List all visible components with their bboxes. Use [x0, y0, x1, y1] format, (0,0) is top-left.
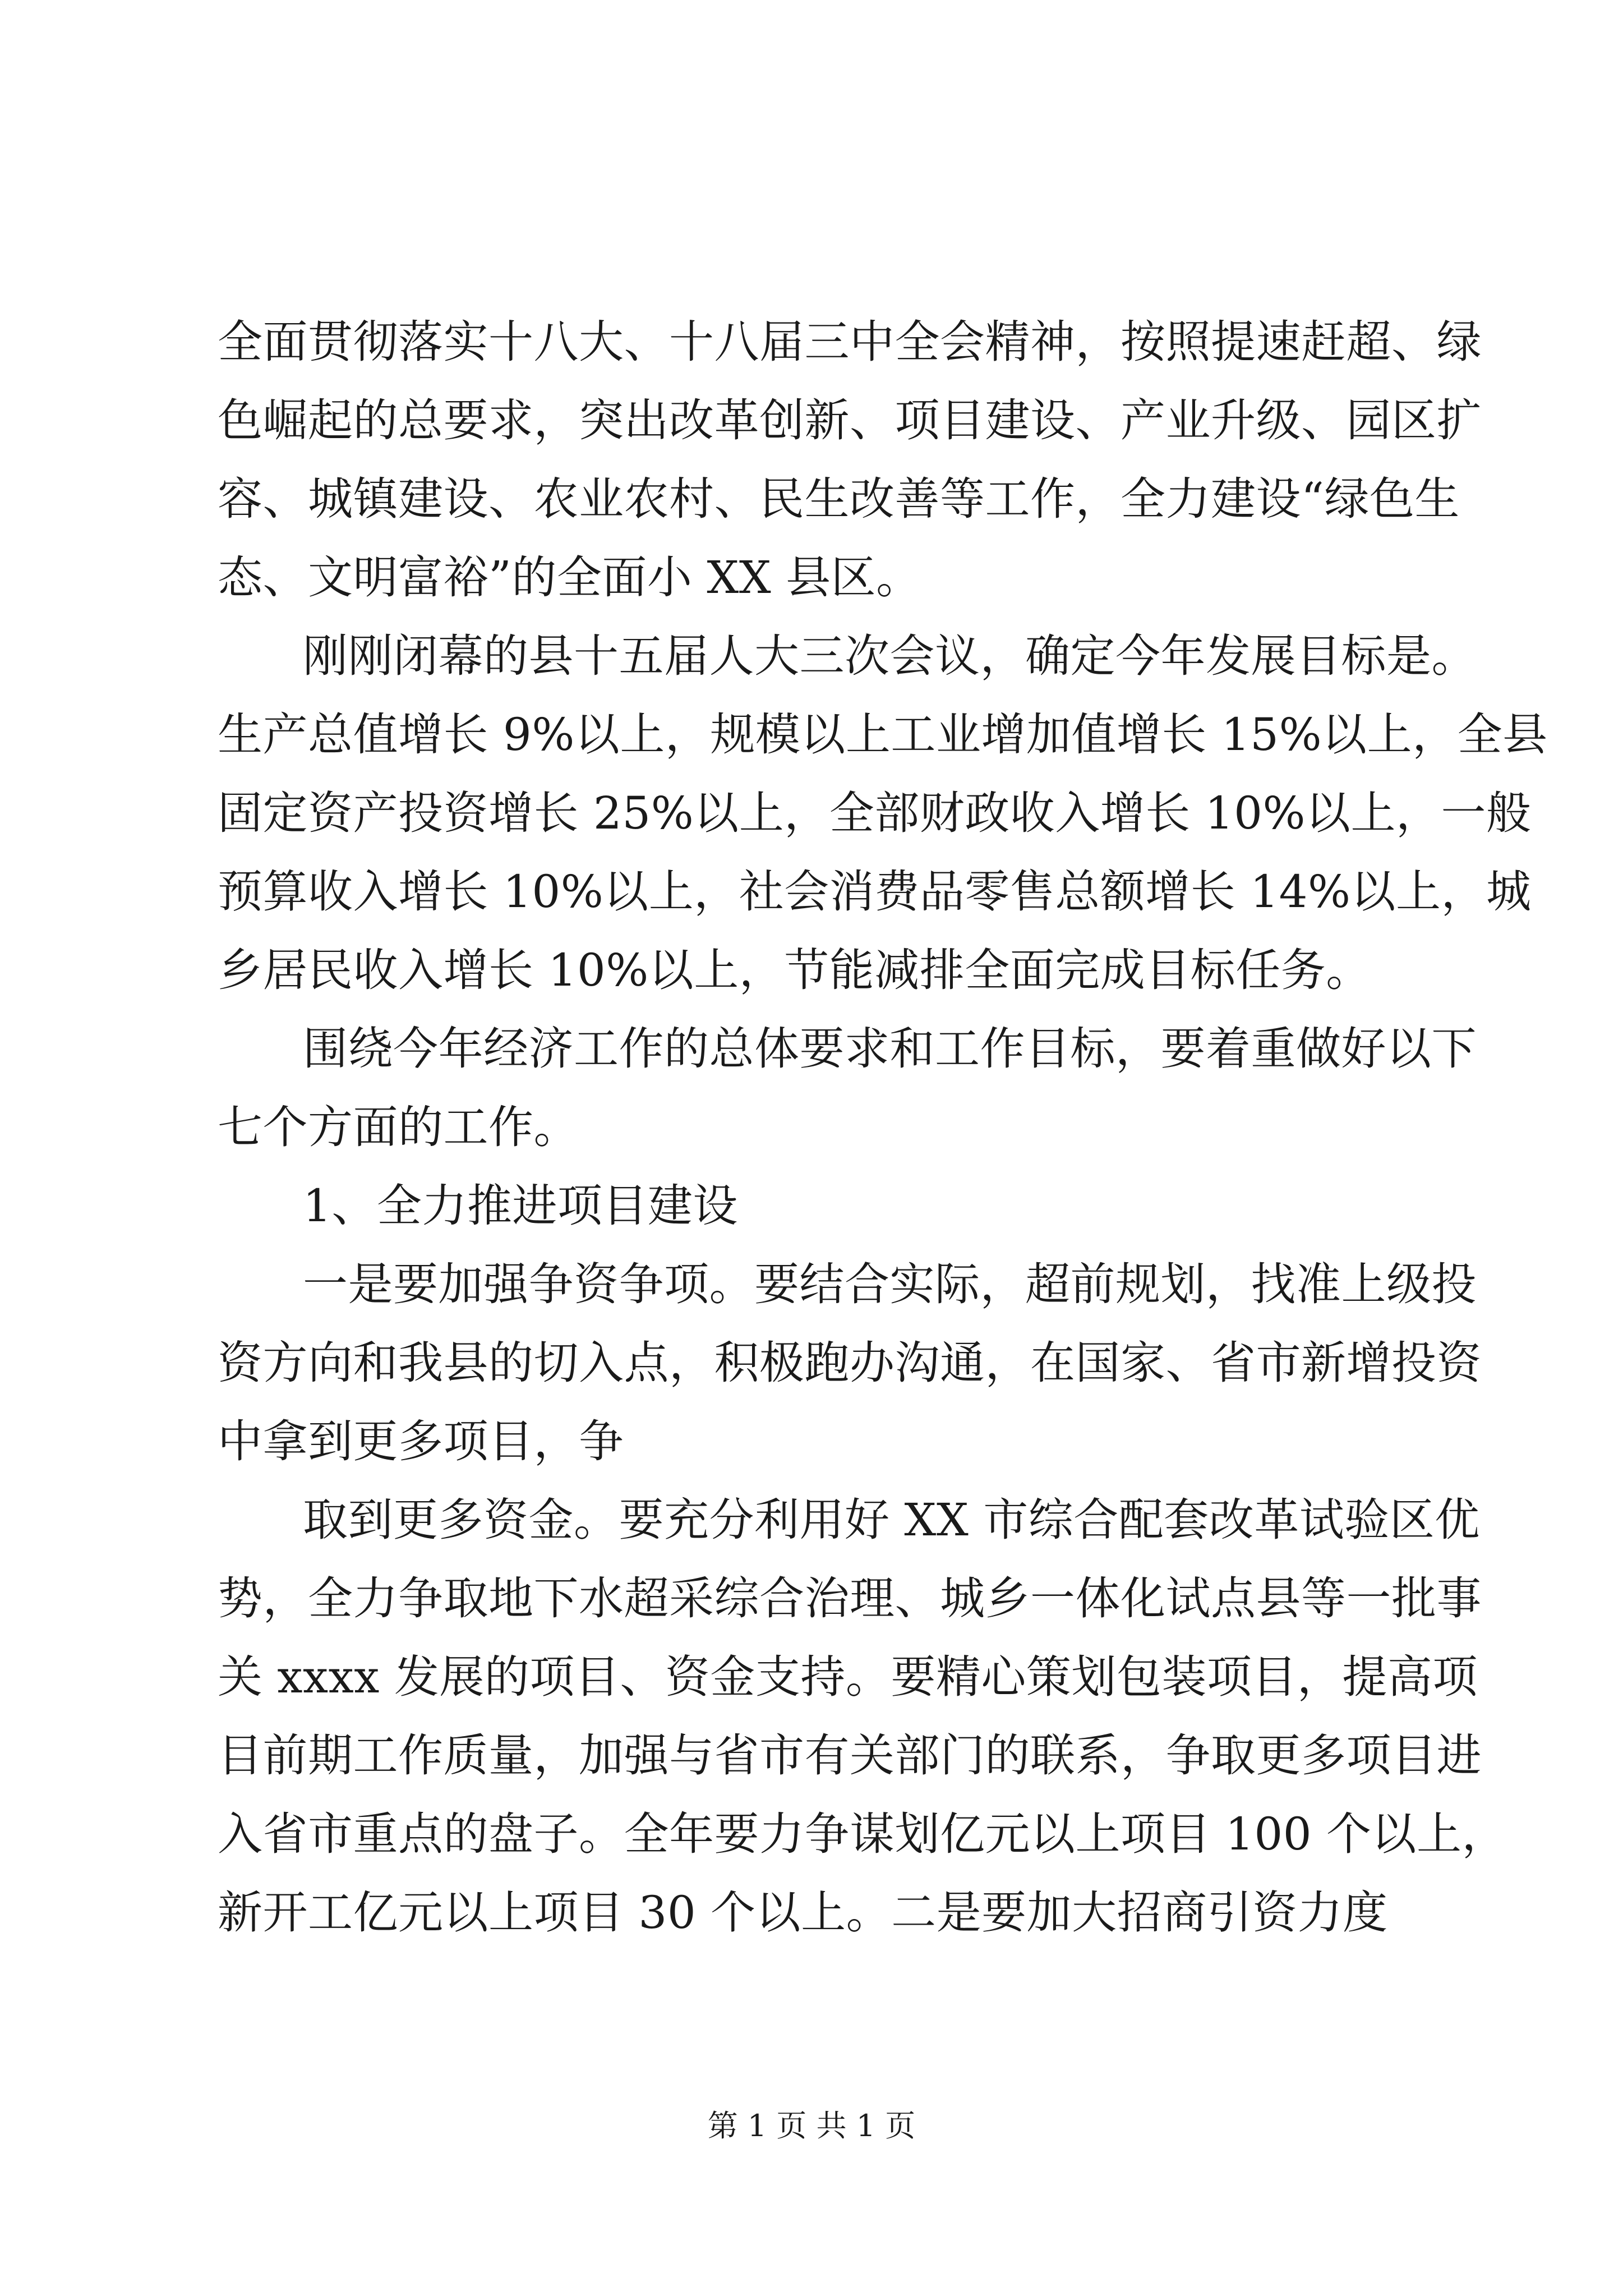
- text-line-19: 目前期工作质量，加强与省市有关部门的联系，争取更多项目进: [218, 1729, 1482, 1782]
- text-line-9: 乡居民收入增长 10%以上，节能减排全面完成目标任务。: [218, 944, 1371, 996]
- text-line-13: 一是要加强争资争项。要结合实际，超前规划，找准上级投: [303, 1258, 1477, 1310]
- section-heading: 1、全力推进项目建设: [303, 1180, 738, 1232]
- text-line-8: 预算收入增长 10%以上，社会消费品零售总额增长 14%以上，城: [218, 866, 1532, 918]
- text-line-20: 入省市重点的盘子。全年要力争谋划亿元以上项目 100 个以上，: [218, 1808, 1507, 1860]
- text-line-2: 色崛起的总要求，突出改革创新、项目建设、产业升级、园区扩: [218, 394, 1482, 447]
- text-line-3: 容、城镇建设、农业农村、民生改善等工作，全力建设“绿色生: [218, 473, 1460, 525]
- document-body: [218, 303, 1548, 1952]
- text-line-4: 态、文明富裕”的全面小 XX 县区。: [218, 551, 921, 604]
- text-line-6: 生产总值增长 9%以上，规模以上工业增加值增长 15%以上，全县: [218, 708, 1548, 761]
- text-line-21: 新开工亿元以上项目 30 个以上。二是要加大招商引资力度: [218, 1887, 1388, 1939]
- text-line-18: 关 xxxx 发展的项目、资金支持。要精心策划包装项目，提高项: [218, 1651, 1478, 1703]
- text-line-10: 围绕今年经济工作的总体要求和工作目标，要着重做好以下: [303, 1023, 1477, 1075]
- text-line-15: 中拿到更多项目，争: [218, 1415, 624, 1467]
- text-line-7: 固定资产投资增长 25%以上，全部财政收入增长 10%以上，一般: [218, 787, 1532, 839]
- page-footer: 第 1 页 共 1 页: [707, 2108, 916, 2143]
- text-line-5: 刚刚闭幕的县十五届人大三次会议，确定今年发展目标是。: [303, 630, 1477, 682]
- text-line-16: 取到更多资金。要充分利用好 XX 市综合配套改革试验区优: [303, 1494, 1480, 1546]
- text-line-11: 七个方面的工作。: [218, 1101, 579, 1153]
- text-line-17: 势，全力争取地下水超采综合治理、城乡一体化试点县等一批事: [218, 1572, 1482, 1625]
- text-line-14: 资方向和我县的切入点，积极跑办沟通，在国家、省市新增投资: [218, 1337, 1482, 1389]
- text-line-1: 全面贯彻落实十八大、十八届三中全会精神，按照提速赶超、绿: [218, 316, 1482, 368]
